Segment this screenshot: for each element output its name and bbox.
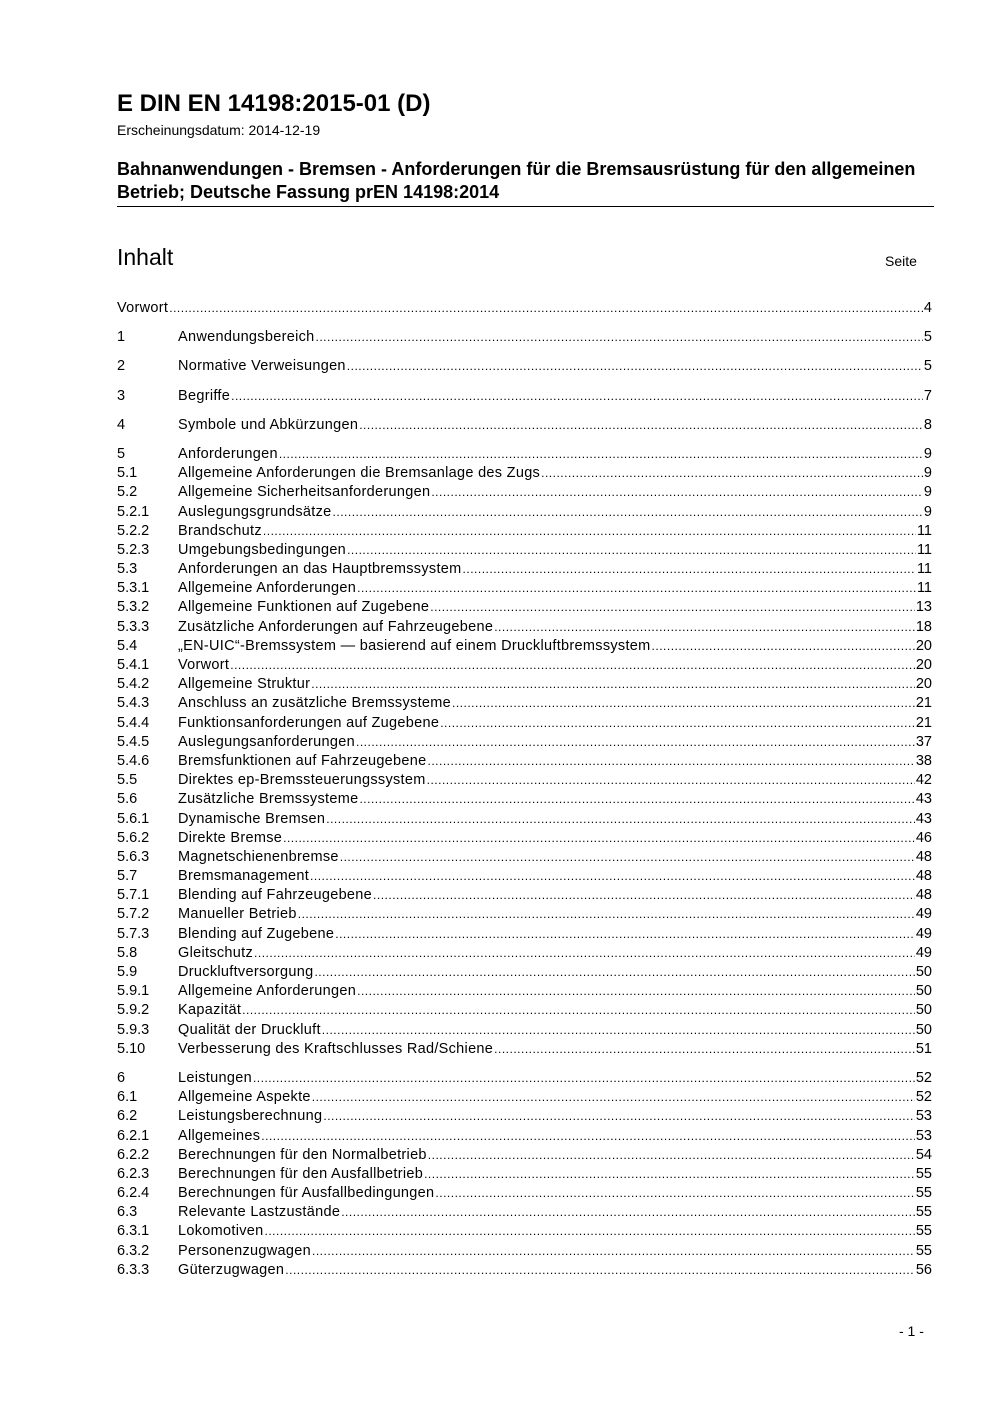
toc-entry-title: Anwendungsbereich <box>178 329 315 346</box>
toc-entry-number: 6.2 <box>117 1108 138 1125</box>
toc-entry-page: 48 <box>915 848 932 865</box>
toc-entry-title: Auslegungsanforderungen <box>178 733 356 750</box>
document-subtitle: Bahnanwendungen - Bremsen - Anforderungen für die Bremsausrüstung für den allgemeinen Betrieb; Deutsche Fassung prEN 14198:2014 <box>117 159 916 202</box>
page-number: - 1 - <box>899 1323 924 1339</box>
toc-entry-number: 5.4.4 <box>117 714 150 731</box>
toc-entry-title: Blending auf Zugebene <box>178 925 335 942</box>
toc-entry-page: 20 <box>915 676 932 693</box>
toc-entry-number: 6.2.2 <box>117 1146 150 1163</box>
toc-dot-leader <box>323 1107 914 1126</box>
toc-entry-title: Anschluss an zusätzliche Bremssysteme <box>178 695 452 712</box>
toc-entry[interactable] <box>117 1222 932 1241</box>
toc-entry-page: 52 <box>915 1069 932 1086</box>
toc-entry-page: 50 <box>915 983 932 1000</box>
toc-entry[interactable] <box>117 771 932 790</box>
toc-entry[interactable] <box>117 1040 932 1059</box>
toc-entry-number: 5.7.2 <box>117 906 150 923</box>
toc-entry-title: Personenzugwagen <box>178 1242 311 1259</box>
toc-entry-number: 5.3.2 <box>117 599 150 616</box>
toc-entry-page: 9 <box>923 465 932 482</box>
toc-entry-number: 5.7 <box>117 868 138 885</box>
toc-entry[interactable] <box>117 560 932 579</box>
toc-dot-leader <box>347 541 916 560</box>
toc-dot-leader <box>283 829 915 848</box>
toc-entry[interactable] <box>117 637 932 656</box>
toc-dot-leader <box>169 299 923 318</box>
toc-entry-title: Dynamische Bremsen <box>178 810 326 827</box>
toc-dot-leader <box>428 1146 915 1165</box>
toc-entry-title: Direktes ep-Bremssteuerungssystem <box>178 772 426 789</box>
toc-entry-number: 6.2.3 <box>117 1165 150 1182</box>
toc-entry-title: Anforderungen <box>178 445 278 462</box>
toc-entry-number: 5.2 <box>117 484 138 501</box>
toc-entry[interactable] <box>117 1021 932 1040</box>
toc-entry-number: 5.4.2 <box>117 676 150 693</box>
toc-entry-number: 6.2.4 <box>117 1185 150 1202</box>
toc-dot-leader <box>263 522 916 541</box>
toc-entry-title: Allgemeine Funktionen auf Zugebene <box>178 599 430 616</box>
toc-dot-leader <box>463 560 916 579</box>
toc-entry-page: 11 <box>916 580 932 597</box>
toc-entry-number: 5.4.3 <box>117 695 150 712</box>
toc-entry-page: 13 <box>915 599 932 616</box>
toc-entry-number: 5.3.1 <box>117 580 150 597</box>
toc-entry-title: Allgemeine Anforderungen <box>178 580 357 597</box>
toc-entry-number: 5.6.2 <box>117 829 150 846</box>
toc-entry-title: Normative Verweisungen <box>178 358 346 375</box>
toc-entry[interactable] <box>117 656 932 675</box>
toc-entry[interactable] <box>117 848 932 867</box>
toc-entry-title: „EN-UIC“-Bremssystem — basierend auf einem Druckluftbremssystem <box>178 637 651 654</box>
toc-entry[interactable] <box>117 1088 932 1107</box>
toc-entry-page: 55 <box>915 1185 932 1202</box>
toc-entry-title: Berechnungen für den Ausfallbetrieb <box>178 1165 424 1182</box>
toc-dot-leader <box>311 675 915 694</box>
toc-entry-title: Bremsmanagement <box>178 868 310 885</box>
toc-entry-page: 50 <box>915 1002 932 1019</box>
toc-entry-number: 5.2.1 <box>117 503 150 520</box>
table-of-contents <box>117 299 932 1280</box>
toc-dot-leader <box>254 944 915 963</box>
toc-dot-leader <box>253 1069 915 1088</box>
toc-dot-leader <box>316 328 923 347</box>
toc-entry-number: 5.6.1 <box>117 810 150 827</box>
toc-entry[interactable] <box>117 1242 932 1261</box>
publication-date: Erscheinungsdatum: 2014-12-19 <box>117 122 321 138</box>
toc-dot-leader <box>242 1001 915 1020</box>
toc-entry[interactable] <box>117 522 932 541</box>
toc-entry[interactable] <box>117 387 932 406</box>
toc-dot-leader <box>231 387 923 406</box>
toc-entry[interactable] <box>117 416 932 435</box>
toc-entry-number: 5.9.2 <box>117 1002 150 1019</box>
toc-dot-leader <box>427 771 915 790</box>
toc-entry-title: Zusätzliche Anforderungen auf Fahrzeugebene <box>178 618 494 635</box>
toc-entry[interactable] <box>117 464 932 483</box>
toc-entry-page: 53 <box>915 1127 932 1144</box>
toc-dot-leader <box>312 1242 915 1261</box>
toc-entry[interactable] <box>117 503 932 522</box>
toc-entry-page: 11 <box>916 522 932 539</box>
toc-entry-number: 5.9 <box>117 964 138 980</box>
toc-dot-leader <box>431 483 923 502</box>
toc-entry-title: Magnetschienenbremse <box>178 848 339 865</box>
toc-dot-leader <box>326 810 915 829</box>
document-id: E DIN EN 14198:2015-01 (D) <box>117 90 431 117</box>
toc-entry[interactable] <box>117 886 932 905</box>
toc-entry-title: Brandschutz <box>178 522 262 539</box>
toc-entry-page: 43 <box>915 810 932 827</box>
toc-entry[interactable] <box>117 1203 932 1222</box>
toc-entry-number: 5.7.3 <box>117 925 150 942</box>
toc-entry-page: 46 <box>915 829 932 846</box>
toc-dot-leader <box>373 886 915 905</box>
toc-entry-title: Allgemeine Struktur <box>178 676 311 693</box>
toc-entry-page: 9 <box>923 445 932 462</box>
toc-entry[interactable] <box>117 598 932 617</box>
toc-entry-page: 7 <box>923 387 932 404</box>
toc-dot-leader <box>541 464 923 483</box>
toc-entry[interactable] <box>117 810 932 829</box>
toc-entry[interactable] <box>117 1261 932 1280</box>
toc-entry-number: 6.3.1 <box>117 1223 150 1240</box>
toc-page-column-label: Seite <box>885 253 917 269</box>
toc-dot-leader <box>359 790 914 809</box>
toc-dot-leader <box>494 618 915 637</box>
toc-entry-number: 5.4.1 <box>117 657 150 673</box>
toc-dot-leader <box>314 963 914 982</box>
toc-entry-title: Relevante Lastzustände <box>178 1204 341 1221</box>
toc-entry-page: 52 <box>915 1089 932 1106</box>
toc-dot-leader <box>440 714 915 733</box>
toc-entry[interactable] <box>117 905 932 924</box>
toc-entry-page: 38 <box>915 752 932 769</box>
toc-dot-leader <box>341 1203 915 1222</box>
toc-entry-page: 43 <box>915 791 932 808</box>
toc-entry-page: 48 <box>915 887 932 904</box>
toc-dot-leader <box>652 637 915 656</box>
toc-entry[interactable] <box>117 328 932 347</box>
toc-entry-title: Manueller Betrieb <box>178 906 297 923</box>
toc-entry-page: 49 <box>915 906 932 923</box>
toc-entry-number: 5.1 <box>117 465 138 482</box>
toc-entry-page: 55 <box>915 1223 932 1240</box>
toc-entry-page: 50 <box>915 1021 932 1038</box>
toc-entry-page: 49 <box>915 944 932 961</box>
toc-dot-leader <box>430 598 915 617</box>
toc-dot-leader <box>230 656 915 675</box>
toc-entry-page: 37 <box>915 733 932 750</box>
toc-entry-number: 1 <box>117 329 126 346</box>
toc-entry-number: 2 <box>117 358 126 375</box>
toc-entry-title: Lokomotiven <box>178 1223 264 1240</box>
title-divider <box>117 206 934 207</box>
toc-entry-page: 18 <box>915 618 932 635</box>
toc-dot-leader <box>335 925 915 944</box>
toc-dot-leader <box>265 1222 915 1241</box>
toc-entry-page: 55 <box>915 1165 932 1182</box>
toc-entry-number: 5.6.3 <box>117 848 150 865</box>
toc-entry-number: 5.9.1 <box>117 983 150 1000</box>
toc-dot-leader <box>347 357 923 376</box>
toc-entry-title: Symbole und Abkürzungen <box>178 416 359 433</box>
toc-entry-page: 11 <box>916 541 932 558</box>
toc-entry-title: Verbesserung des Kraftschlusses Rad/Schiene <box>178 1040 494 1057</box>
toc-entry-title: Anforderungen an das Hauptbremssystem <box>178 561 462 578</box>
toc-entry[interactable] <box>117 445 932 464</box>
toc-dot-leader <box>333 503 923 522</box>
toc-entry[interactable] <box>117 483 932 502</box>
toc-dot-leader <box>279 445 923 464</box>
toc-entry-title: Allgemeines <box>178 1127 261 1144</box>
toc-entry[interactable] <box>117 867 932 886</box>
toc-entry[interactable] <box>117 1146 932 1165</box>
toc-dot-leader <box>322 1021 915 1040</box>
toc-entry-title: Qualität der Druckluft <box>178 1021 321 1038</box>
toc-entry-number: 5.3 <box>117 561 138 578</box>
toc-entry[interactable] <box>117 790 932 809</box>
toc-entry-page: 21 <box>915 714 932 731</box>
toc-entry-title: Allgemeine Sicherheitsanforderungen <box>178 484 431 501</box>
toc-entry-number: 6.3 <box>117 1204 138 1221</box>
toc-entry-page: 20 <box>915 637 932 654</box>
toc-entry-title: Leistungen <box>178 1069 252 1086</box>
toc-dot-leader <box>312 1088 915 1107</box>
toc-entry[interactable] <box>117 714 932 733</box>
toc-entry[interactable] <box>117 1127 932 1146</box>
toc-entry-title: Direkte Bremse <box>178 829 283 846</box>
toc-dot-leader <box>356 733 915 752</box>
toc-entry-title: Güterzugwagen <box>178 1261 285 1278</box>
toc-entry-number: 5.2.2 <box>117 522 150 539</box>
toc-entry-page: 51 <box>915 1040 932 1057</box>
toc-dot-leader <box>357 982 915 1001</box>
toc-entry-page: 8 <box>923 416 932 433</box>
toc-entry-page: 4 <box>923 300 932 316</box>
toc-entry[interactable] <box>117 541 932 560</box>
toc-entry-page: 5 <box>923 329 932 346</box>
toc-entry[interactable] <box>117 675 932 694</box>
toc-entry-title: Vorwort <box>117 300 169 316</box>
toc-entry-page: 42 <box>915 772 932 789</box>
toc-entry-page: 20 <box>915 657 932 673</box>
toc-entry-number: 6 <box>117 1069 126 1086</box>
toc-entry-number: 5 <box>117 445 126 462</box>
toc-entry-page: 5 <box>923 358 932 375</box>
toc-entry-title: Funktionsanforderungen auf Zugebene <box>178 714 440 731</box>
toc-entry[interactable] <box>117 1001 932 1020</box>
toc-dot-leader <box>424 1165 915 1184</box>
toc-dot-leader <box>357 579 916 598</box>
toc-entry-title: Blending auf Fahrzeugebene <box>178 887 373 904</box>
toc-entry-page: 53 <box>915 1108 932 1125</box>
toc-entry-page: 56 <box>915 1261 932 1278</box>
toc-entry[interactable] <box>117 694 932 713</box>
toc-entry-number: 5.4.5 <box>117 733 150 750</box>
toc-dot-leader <box>359 416 923 435</box>
toc-heading: Inhalt <box>117 244 174 270</box>
toc-dot-leader <box>261 1127 915 1146</box>
toc-entry-title: Auslegungsgrundsätze <box>178 503 332 520</box>
toc-dot-leader <box>340 848 915 867</box>
toc-entry-title: Vorwort <box>178 657 230 673</box>
toc-entry[interactable] <box>117 1165 932 1184</box>
toc-entry-page: 50 <box>915 964 932 980</box>
toc-entry-number: 6.3.3 <box>117 1261 150 1278</box>
toc-entry[interactable] <box>117 1107 932 1126</box>
toc-entry[interactable] <box>117 1184 932 1203</box>
toc-entry-number: 5.8 <box>117 944 138 961</box>
toc-entry-title: Berechnungen für den Normalbetrieb <box>178 1146 427 1163</box>
toc-entry-title: Allgemeine Anforderungen <box>178 983 357 1000</box>
toc-dot-leader <box>452 694 915 713</box>
toc-entry-number: 5.6 <box>117 791 138 808</box>
toc-entry-title: Berechnungen für Ausfallbedingungen <box>178 1185 435 1202</box>
toc-entry-page: 48 <box>915 868 932 885</box>
toc-entry-number: 5.4.6 <box>117 752 150 769</box>
toc-entry[interactable] <box>117 752 932 771</box>
toc-entry-number: 3 <box>117 387 126 404</box>
toc-entry-page: 54 <box>915 1146 932 1163</box>
toc-entry-title: Gleitschutz <box>178 944 254 961</box>
toc-entry-number: 6.3.2 <box>117 1242 150 1259</box>
toc-entry[interactable] <box>117 925 932 944</box>
toc-entry-title: Umgebungsbedingungen <box>178 541 347 558</box>
toc-entry-number: 5.10 <box>117 1040 146 1057</box>
toc-entry-number: 5.5 <box>117 772 138 789</box>
toc-entry-title: Bremsfunktionen auf Fahrzeugebene <box>178 752 427 769</box>
toc-entry[interactable] <box>117 1069 932 1088</box>
toc-dot-leader <box>428 752 915 771</box>
toc-entry-number: 5.7.1 <box>117 887 150 904</box>
toc-entry-title: Allgemeine Aspekte <box>178 1089 311 1106</box>
toc-dot-leader <box>435 1184 914 1203</box>
toc-entry-title: Kapazität <box>178 1002 242 1019</box>
toc-entry-title: Druckluftversorgung <box>178 964 314 980</box>
toc-entry[interactable] <box>117 963 932 982</box>
toc-entry-number: 6.1 <box>117 1089 138 1106</box>
toc-entry-number: 6.2.1 <box>117 1127 150 1144</box>
toc-entry[interactable] <box>117 944 932 963</box>
toc-entry-number: 5.4 <box>117 637 138 654</box>
toc-entry-title: Allgemeine Anforderungen die Bremsanlage des Zugs <box>178 465 541 482</box>
toc-entry-page: 55 <box>915 1204 932 1221</box>
toc-entry[interactable] <box>117 618 932 637</box>
toc-entry-title: Begriffe <box>178 387 231 404</box>
toc-dot-leader <box>298 905 915 924</box>
toc-entry-title: Zusätzliche Bremssysteme <box>178 791 359 808</box>
toc-entry-page: 9 <box>923 503 932 520</box>
toc-entry[interactable] <box>117 579 932 598</box>
toc-entry[interactable] <box>117 829 932 848</box>
toc-dot-leader <box>494 1040 915 1059</box>
toc-entry[interactable] <box>117 357 932 376</box>
toc-dot-leader <box>285 1261 915 1280</box>
toc-entry-page: 55 <box>915 1242 932 1259</box>
toc-entry-number: 4 <box>117 416 126 433</box>
toc-entry-page: 11 <box>916 561 932 578</box>
toc-entry-page: 9 <box>923 484 932 501</box>
toc-entry-number: 5.2.3 <box>117 541 150 558</box>
toc-entry-page: 21 <box>915 695 932 712</box>
toc-entry-title: Leistungsberechnung <box>178 1108 323 1125</box>
toc-entry-number: 5.9.3 <box>117 1021 150 1038</box>
toc-entry[interactable] <box>117 733 932 752</box>
toc-entry-page: 49 <box>915 925 932 942</box>
toc-entry-number: 5.3.3 <box>117 618 150 635</box>
toc-dot-leader <box>310 867 915 886</box>
toc-entry[interactable] <box>117 982 932 1001</box>
toc-entry[interactable] <box>117 299 932 318</box>
